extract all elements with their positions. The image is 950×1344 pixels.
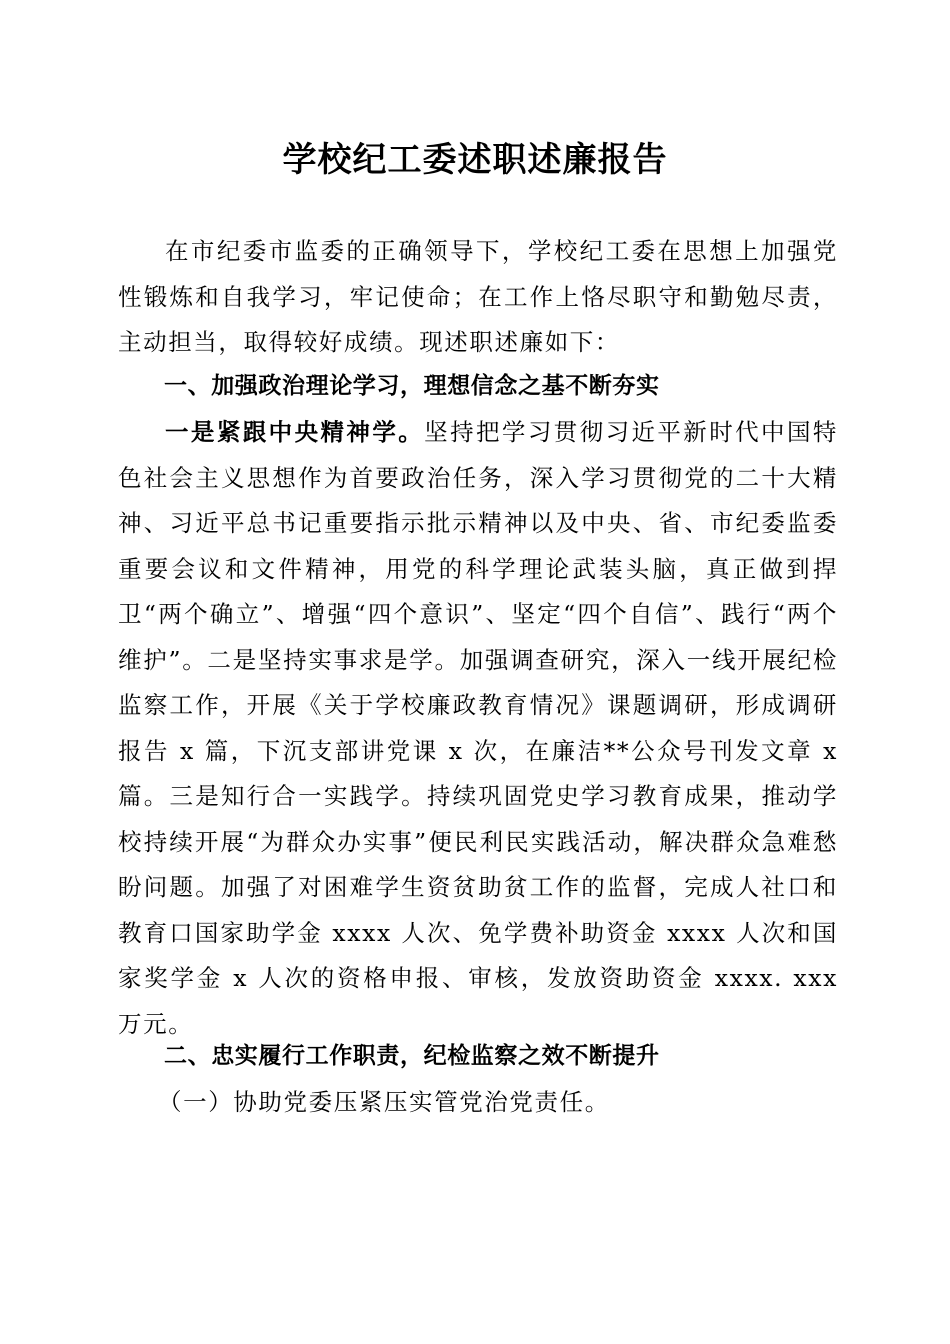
section-1-heading: 一、加强政治理论学习，理想信念之基不断夯实 xyxy=(164,373,660,399)
section-1-paragraph xyxy=(118,410,838,1047)
section-2-subheading-1: （一）协助党委压紧压实管党治党责任。 xyxy=(158,1088,610,1116)
section-1-lead: 一是紧跟中央精神学。 xyxy=(165,418,425,446)
intro-paragraph: 在市纪委市监委的正确领导下，学校纪工委在思想上加强党性锻炼和自我学习，牢记使命；在工作上恪尽职守和勤勉尽责，主动担当，取得较好成绩。现述职述廉如下： xyxy=(118,237,838,356)
section-2-heading: 二、忠实履行工作职责，纪检监察之效不断提升 xyxy=(164,1043,660,1069)
document-title: 学校纪工委述职述廉报告 xyxy=(282,140,668,180)
section-1-body: 坚持把学习贯彻习近平新时代中国特色社会主义思想作为首要政治任务，深入学习贯彻党的二十大精神、习近平总书记重要指示批示精神以及中央、省、市纪委监委重要会议和文件精神，用党的科学理论武装头脑，真正做到捍卫“两个确立”、增强“四个意识”、坚定“四个自信”、践行“两个维护”。二是坚持实事求是学。加强调查研究，深入一线开展纪检监察工作，开展《关于学校廉政教育情况》课题调研，形成调研报告 x 篇，下沉支部讲党课 x 次，在廉洁**公众号刊发文章 x 篇。三是知行合一实践学。持续巩固党史学习教育成果，推动学校持续开展“为群众办实事”便民利民实践活动，解决群众急难愁盼问题。加强了对困难学生资贫助贫工作的监督，完成人社口和教育口国家助学金 xxxx 人次、免学费补助资金 xxxx 人次和国家奖学金 x 人次的资格申报、审核，发放资助资金 xxxx. xxx 万元。 xyxy=(118,418,838,1038)
